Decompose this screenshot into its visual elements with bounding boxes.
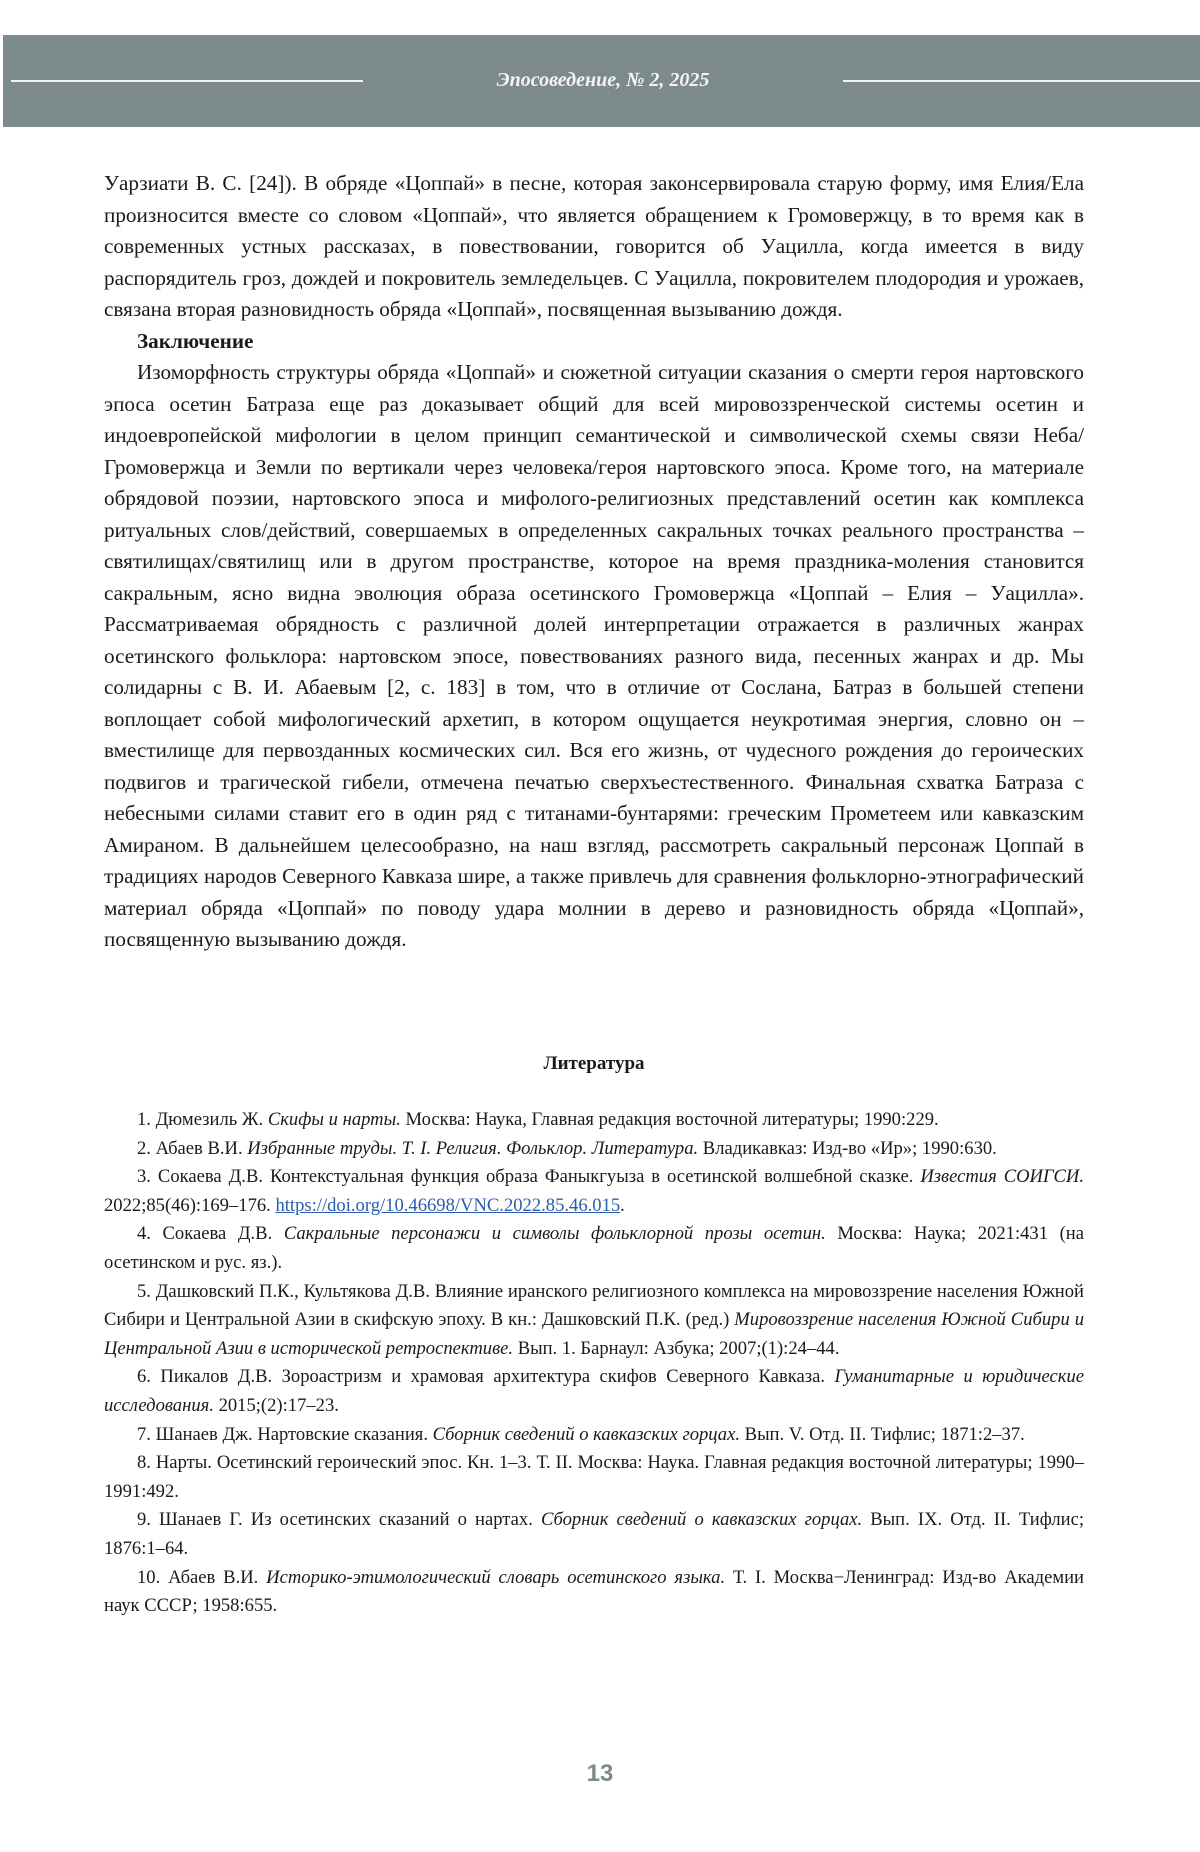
reference-item: 3. Сокаева Д.В. Контекстуальная функция образа Фаныкгуыза в осетинской волшебной сказке. Известия СОИГСИ. 2022;85(46):169–176. https://doi.org/10.46698/VNC.2022.85.46.015. bbox=[104, 1166, 1085, 1216]
reference-item: 10. Абаев В.И. Историко-этимологический словарь осетинского языка. Т. I. Москва−Ленинград: Изд-во Академии наук СССР; 1958:655. bbox=[104, 1566, 1085, 1617]
paragraph-conclusion: Изоморфность структуры обряда «Цоппай» и сюжетной ситуации сказания о смерти героя нартовского эпоса осетин Батраза еще раз доказывает общий для всей мировоззренческой системы осетин и индоевропейской мифологии в целом принцип семантической и символической схемы связи Неба/Громовержца и Земли по вертикали через человека/героя нартовского эпоса. Кроме того, на материале обрядовой поэзии, нартовского эпоса и мифолого-религиозных представлений осетин как комплекса ритуальных слов/действий, совершаемых в определенных сакральных точках реального пространства – святилищах/святилищ или в другом пространстве, которое на время праздника-моления становится сакральным, ясно видна эволюция образа осетинского Громовержца «Цоппай – Елия – Уацилла». Рассматриваемая обрядность с различной долей интерпретации отражается в различных жанрах осетинского фольклора: нартовском эпосе, повествованиях разного вида, песенных жанрах и др. Мы солидарны с В. И. Абаевым [2, с. 183] в том, что в отличие от Сослана, Батраз в большей степени воплощает собой мифологический архетип, в котором ощущается неукротимая энергия, словно он – вместилище для первозданных космических сил. Вся его жизнь, от чудесного рождения до героических подвигов и трагической гибели, отмечена печатью сверхъестественного. Финальная схватка Батраза с небесными силами ставит его в один ряд с титанами-бунтарями: греческим Прометеем или кавказским Амираном. В дальнейшем целесообразно, на наш взгляд, рассмотреть сакральный персонаж Цоппай в традициях народов Северного Кавказа шире, а также привлечь для сравнения фольклорно-этнографический материал обряда «Цоппай» по поводу удара молнии в дерево и разновидность обряда «Цоппай», посвященную вызыванию дождя. bbox=[104, 360, 1084, 951]
reference-item: 1. Дюмезиль Ж. Скифы и нарты. Москва: Наука, Главная редакция восточной литературы; 1990:229. bbox=[137, 1109, 939, 1130]
doi-link[interactable]: https://doi.org/10.46698/VNC.2022.85.46.015 bbox=[275, 1194, 621, 1216]
header-rule-left bbox=[11, 80, 363, 82]
reference-item: 7. Шанаев Дж. Нартовские сказания. Сборник сведений о кавказских горцах. Вып. V. Отд. II. Тифлис; 1871:2–37. bbox=[137, 1423, 1025, 1445]
reference-item: 5. Дашковский П.К., Культякова Д.В. Влияние иранского религиозного комплекса на мировоззрение населения Южной Сибири и Центральной Азии в скифскую эпоху. В кн.: Дашковский П.К. (ред.) Мировоззрение населения Южной Сибири и Центральной Азии в исторической ретроспективе. Вып. 1. Барнаул: Азбука; 2007;(1):24–44. bbox=[104, 1280, 1085, 1359]
article-body bbox=[104, 168, 1084, 956]
journal-title: Эпосоведение, № 2, 2025 bbox=[496, 69, 710, 91]
references-list bbox=[104, 1106, 1084, 1621]
reference-item: 9. Шанаев Г. Из осетинских сказаний о нартах. Сборник сведений о кавказских горцах. Вып. IX. Отд. II. Тифлис; 1876:1–64. bbox=[104, 1509, 1084, 1559]
reference-item: 6. Пикалов Д.В. Зороастризм и храмовая архитектура скифов Северного Кавказа. Гуманитарные и юридические исследования. 2015;(2):17–23. bbox=[104, 1366, 1084, 1416]
reference-item: 8. Нарты. Осетинский героический эпос. Кн. 1–3. Т. II. Москва: Наука. Главная редакция восточной литературы; 1990–1991:492. bbox=[104, 1452, 1084, 1502]
journal-header bbox=[3, 35, 1200, 127]
references-title: Литература bbox=[543, 1053, 645, 1074]
header-rule-right bbox=[843, 80, 1200, 82]
paragraph-continuation: Уарзиати В. С. [24]). В обряде «Цоппай» в песне, которая законсервировала старую форму, имя Елия/Ела произносится вместе со словом «Цоппай», что является обращением к Громовержцу, в то время как в современных устных рассказах, в повествовании, говорится об Уацилла, когда имеется в виду распорядитель гроз, дождей и покровитель земледельцев. С Уацилла, покровителем плодородия и урожаев, связана вторая разновидность обряда «Цоппай», посвященная вызыванию дождя. bbox=[104, 171, 1084, 321]
page-number: 13 bbox=[586, 1760, 614, 1787]
section-heading-conclusion: Заключение bbox=[137, 328, 254, 353]
reference-item: 2. Абаев В.И. Избранные труды. Т. I. Религия. Фольклор. Литература. Владикавказ: Изд-во «Ир»; 1990:630. bbox=[137, 1137, 997, 1159]
reference-item: 4. Сокаева Д.В. Сакральные персонажи и символы фольклорной прозы осетин. Москва: Наука; 2021:431 (на осетинском и рус. яз.). bbox=[104, 1223, 1084, 1273]
